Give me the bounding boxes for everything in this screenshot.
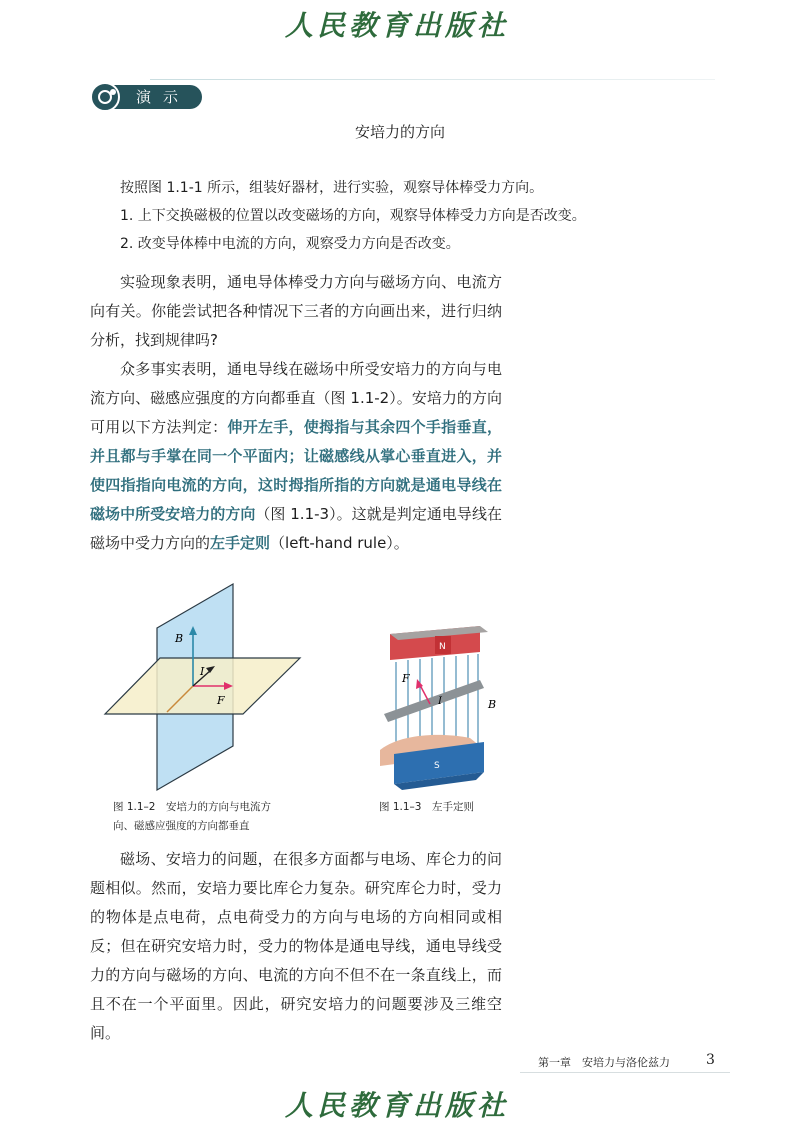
fig2-caption-line-2: 向、磁感应强度的方向都垂直: [113, 820, 250, 832]
closing-text: [90, 845, 502, 1048]
step-intro: 按照图 1.1-1 所示，组装好器材，进行实验，观察导体棒受力方向。: [120, 180, 544, 196]
magnifier-icon: [90, 82, 120, 112]
footer-chapter: 第一章 安培力与洛伦兹力: [538, 1056, 670, 1069]
publisher-watermark-top: 人民教育出版社: [284, 9, 509, 42]
demo-title: 安培力的方向: [354, 123, 445, 141]
p2-text-a: 众多事实表明，通电导线在磁场中所受安培力的方向与电流方向、磁感应强度的方向都垂直（图 1.1-2）。安培力的方向可用以下方法判定：: [90, 360, 502, 436]
fig3-label-s: S: [434, 761, 440, 771]
figure-1-1-2-caption: [113, 798, 271, 836]
step-2: 2. 改变导体棒中电流的方向，观察受力方向是否改变。: [120, 236, 460, 252]
paragraph-2: [90, 355, 502, 558]
left-hand-rule-term: 左手定则: [210, 534, 271, 552]
footer-rule: [520, 1072, 730, 1073]
fig3-label-b: B: [488, 698, 497, 711]
main-text: [90, 268, 502, 558]
publisher-watermark-bottom: 人民教育出版社: [284, 1089, 509, 1122]
fig3-label-f: F: [402, 672, 410, 685]
top-rule: [150, 79, 715, 80]
conductor-rod: [384, 680, 484, 722]
fig2-label-b: B: [175, 632, 184, 645]
paragraph-3: 磁场、安培力的问题，在很多方面都与电场、库仑力的问题相似。然而，安培力要比库仑力复杂。研究库仑力时，受力的物体是点电荷，点电荷受力的方向与电场的方向相同或相反；但在研究安培力时，受力的物体是通电导线，通电导线受力的方向与磁场的方向、电流的方向不但不在一条直线上，而且不在一个平面里。因此，研究安培力的问题要涉及三维空间。: [90, 850, 502, 1042]
fig3-label-n: N: [439, 642, 446, 652]
left-hand-rule-statement: 伸开左手，使拇指与其余四个手指垂直，并且都与手掌在同一个平面内；让磁感线从掌心垂直进入，并使四指指向电流的方向，这时拇指所指的方向就是通电导线在磁场中所受安培力的方向: [90, 418, 502, 523]
fig3-label-i: I: [438, 696, 442, 707]
badge-label: 演示: [136, 88, 191, 106]
demo-steps: [120, 174, 680, 258]
p2-text-b: （图 1.1-3）。这就是判定通电导线在磁场中受力方向的: [90, 505, 502, 552]
p2-text-c: （left-hand rule）。: [270, 534, 409, 552]
figure-1-1-3-caption: 图 1.1–3 左手定则: [379, 801, 474, 813]
figure-1-1-3: [380, 622, 510, 822]
demo-badge: [90, 82, 202, 112]
paragraph-1: 实验现象表明，通电导体棒受力方向与磁场方向、电流方向有关。你能尝试把各种情况下三者的方向画出来，进行归纳分析，找到规律吗?: [90, 273, 502, 349]
fig2-label-f: F: [217, 694, 225, 707]
page-number: 3: [706, 1052, 715, 1068]
fig2-label-i: I: [200, 665, 205, 678]
fig2-caption-line-1: 图 1.1–2 安培力的方向与电流方: [113, 801, 271, 813]
step-1: 1. 上下交换磁极的位置以改变磁场的方向，观察导体棒受力方向是否改变。: [120, 208, 586, 224]
